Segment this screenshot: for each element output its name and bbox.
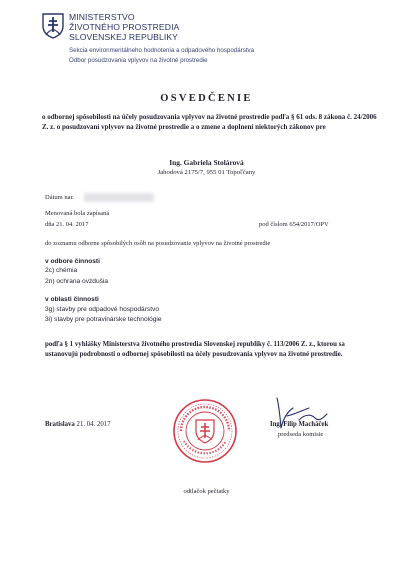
department-name [69,46,254,66]
ministry-line: ŽIVOTNÉHO PROSTREDIA [69,22,180,32]
signer-name: Ing. Filip Macháček [270,421,329,428]
field-item: 2c) chémia [45,267,78,274]
area-item: 3g) stavby pre odpadové hospodárstvo [45,306,159,313]
signer-role: predseda komisie [278,431,324,438]
ministry-line: SLOVENSKEJ REPUBLIKY [69,32,178,42]
registered-label: Menovaná bola zapísaná [45,210,110,217]
ministry-name [69,12,179,42]
holder-name: Ing. Gabriela Stolárová [169,158,244,167]
area-item: 3i) stavby pre potravinárske technológie [45,316,162,323]
place: Bratislava [45,421,75,428]
official-seal-icon [172,398,238,464]
place-date [45,421,111,428]
redacted-birth-date [84,193,154,202]
holder-address: Jahodová 2175/7, 955 01 Topoľčany [157,169,256,176]
document-title: OSVEDČENIE [160,93,253,104]
department-line: Odbor posudzovania vplyvov na životné prostredie [69,57,208,64]
field-item: 2n) ochrana ovzdušia [45,278,109,285]
decree-text: podľa § 1 vyhlášky Ministerstva životného prostredia Slovenskej republiky č. 113/2006 Z. z., ktorou sa ustanovujú podrobnosti o odbornej spôsobilosti na účely posudzovania vplyvov na životné prostredie. [45,341,345,359]
ministry-line: MINISTERSTVO [69,12,135,22]
department-line: Sekcia environmentálneho hodnotenia a odpadového hospodárstva [69,47,255,54]
state-crest-icon [42,13,64,39]
birth-date-label: Dátum nar. [45,194,74,201]
issue-date: 21. 04. 2017 [76,421,111,428]
registry-text: do zoznamu odborne spôsobilých osôb na posudzovanie vplyvov na životné prostredie [45,240,271,247]
field-heading: v odbore činnosti [45,258,100,265]
registered-date: dňa 21. 04. 2017 [45,221,89,228]
intro-text: o odbornej spôsobilosti na účely posudzovania vplyvov na životné prostredie podľa § 61 ods. 8 zákona č. 24/2006 Z. z. o posudzovaní vplyvov na životné prostredie a o zmene a doplnení niektorých zákonov pre [42,113,377,132]
stamp-caption: odtlačok pečiatky [183,488,230,495]
registry-number: pod číslom 654/2017/OPV [259,221,329,228]
area-heading: v oblasti činnosti [45,296,99,303]
